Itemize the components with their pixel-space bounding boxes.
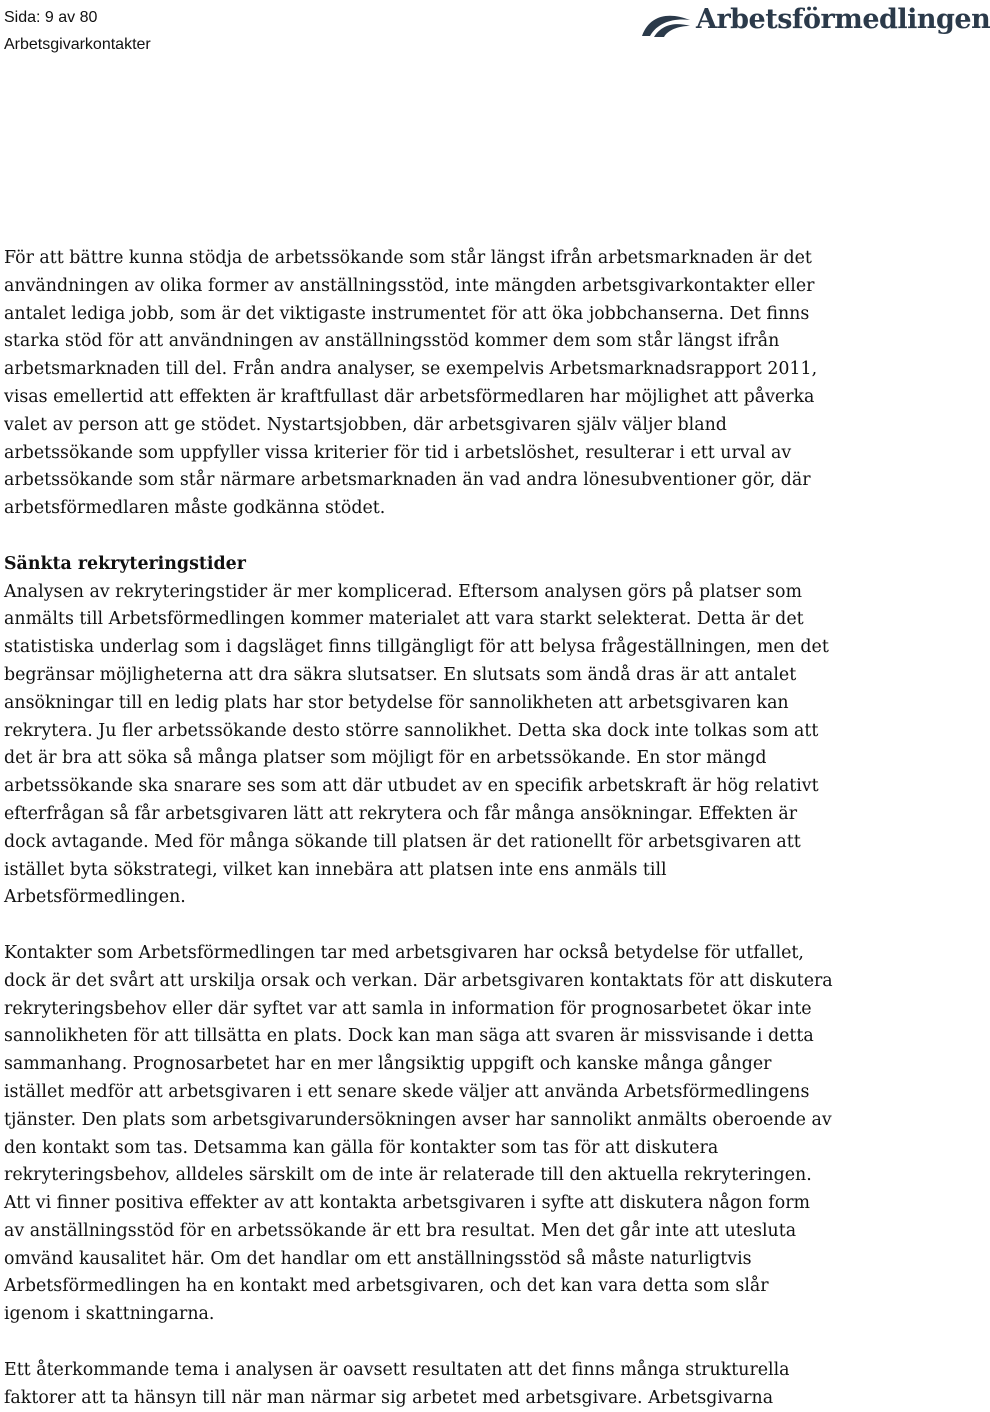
paragraph-intro: För att bättre kunna stödja de arbetssökande som står längst ifrån arbetsmarknaden är det användningen av olika former av anställningsstöd, inte mängden arbetsgivarkontakter eller antalet lediga jobb, som är det viktigaste instrumentet för att öka jobbchanserna. Det finns starka stöd för att användningen av anställningsstöd kommer dem som står längst ifrån arbetsmarknaden till del. Från andra analyser, se exempelvis Arbetsmarknadsrapport 2011, visas emellertid att effekten är kraftfullast där arbetsförmedlaren har möjlighet att påverka valet av person att ge stödet. Nystartsjobben, där arbetsgivaren själv väljer bland arbetssökande som uppfyller vissa kriterier för tid i arbetslöshet, resulterar i ett urval av arbetssökande som står närmare arbetsmarknaden än vad andra lönesubventioner gör, där arbetsförmedlaren måste godkänna stödet. [4,248,818,519]
section-title: Arbetsgivarkontakter [4,36,151,53]
page-header [4,4,151,58]
paragraph-recruitment: Analysen av rekryteringstider är mer komplicerad. Eftersom analysen görs på platser som anmälts till Arbetsförmedlingen kommer materialet att vara starkt selekterat. Detta är det statistiska underlag som i dagsläget finns tillgängligt för att belysa frågeställningen, men det begränsar möjligheterna att dra säkra slutsatser. En slutsats som ändå dras är att antalet ansökningar till en ledig plats har stor betydelse för sannolikheten att arbetsgivaren kan rekrytera. Ju fler arbetssökande desto större sannolikhet. Detta ska dock inte tolkas som att det är bra att söka så många platser som möjligt för en arbetssökande. En stor mängd arbetssökande ska snarare ses som att där utbudet av en specifik arbetskraft är hög relativt efterfrågan så får arbetsgivaren lätt att rekrytera och får många ansökningar. Effekten är dock avtagande. Med för många sökande till platsen är det rationellt för arbetsgivaren att istället byta sökstrategi, vilket kan innebära att platsen inte ens anmäls till Arbetsförmedlingen. [4,581,829,908]
paragraph-contacts: Kontakter som Arbetsförmedlingen tar med arbetsgivaren har också betydelse för utfallet, dock är det svårt att urskilja orsak och verkan. Där arbetsgivaren kontaktats för att diskutera rekryteringsbehov eller där syftet var att samla in information för prognosarbetet ökar inte sannolikheten för att tillsätta en plats. Dock kan man säga att svaren är missvisande i detta sammanhang. Prognosarbetet har en mer långsiktig uppgift och kanske många gånger istället medför att arbetsgivaren i ett senare skede väljer att använda Arbetsförmedlingens tjänster. Den plats som arbetsgivarundersökningen avser har sannolikt anmälts oberoende av den kontakt som tas. Detsamma kan gälla för kontakter som tas för att diskutera rekryteringsbehov, alldeles särskilt om de inte är relaterade till den aktuella rekryteringen. Att vi finner positiva effekter av att kontakta arbetsgivaren i syfte att diskutera någon form av anställningsstöd för en arbetssökande är ett bra resultat. Men det går inte att utesluta omvänd kausalitet här. Om det handlar om ett anställningsstöd så måste naturligtvis Arbetsförmedlingen ha en kontakt med arbetsgivaren, och det kan vara detta som slår igenom i skattningarna. [4,942,833,1325]
page-number: Sida: 9 av 80 [4,9,98,26]
paragraph-themes: Ett återkommande tema i analysen är oavsett resultaten att det finns många strukturella faktorer att ta hänsyn till när man närmar sig arbetet med arbetsgivare. Arbetsgivarna [4,1359,790,1408]
document-body [4,245,834,1412]
logo-mark-icon [640,10,692,40]
logo-wordmark: Arbetsförmedlingen [696,4,990,35]
section-heading: Sänkta rekryteringstider [4,553,246,574]
arbetsformedlingen-logo [640,4,990,46]
